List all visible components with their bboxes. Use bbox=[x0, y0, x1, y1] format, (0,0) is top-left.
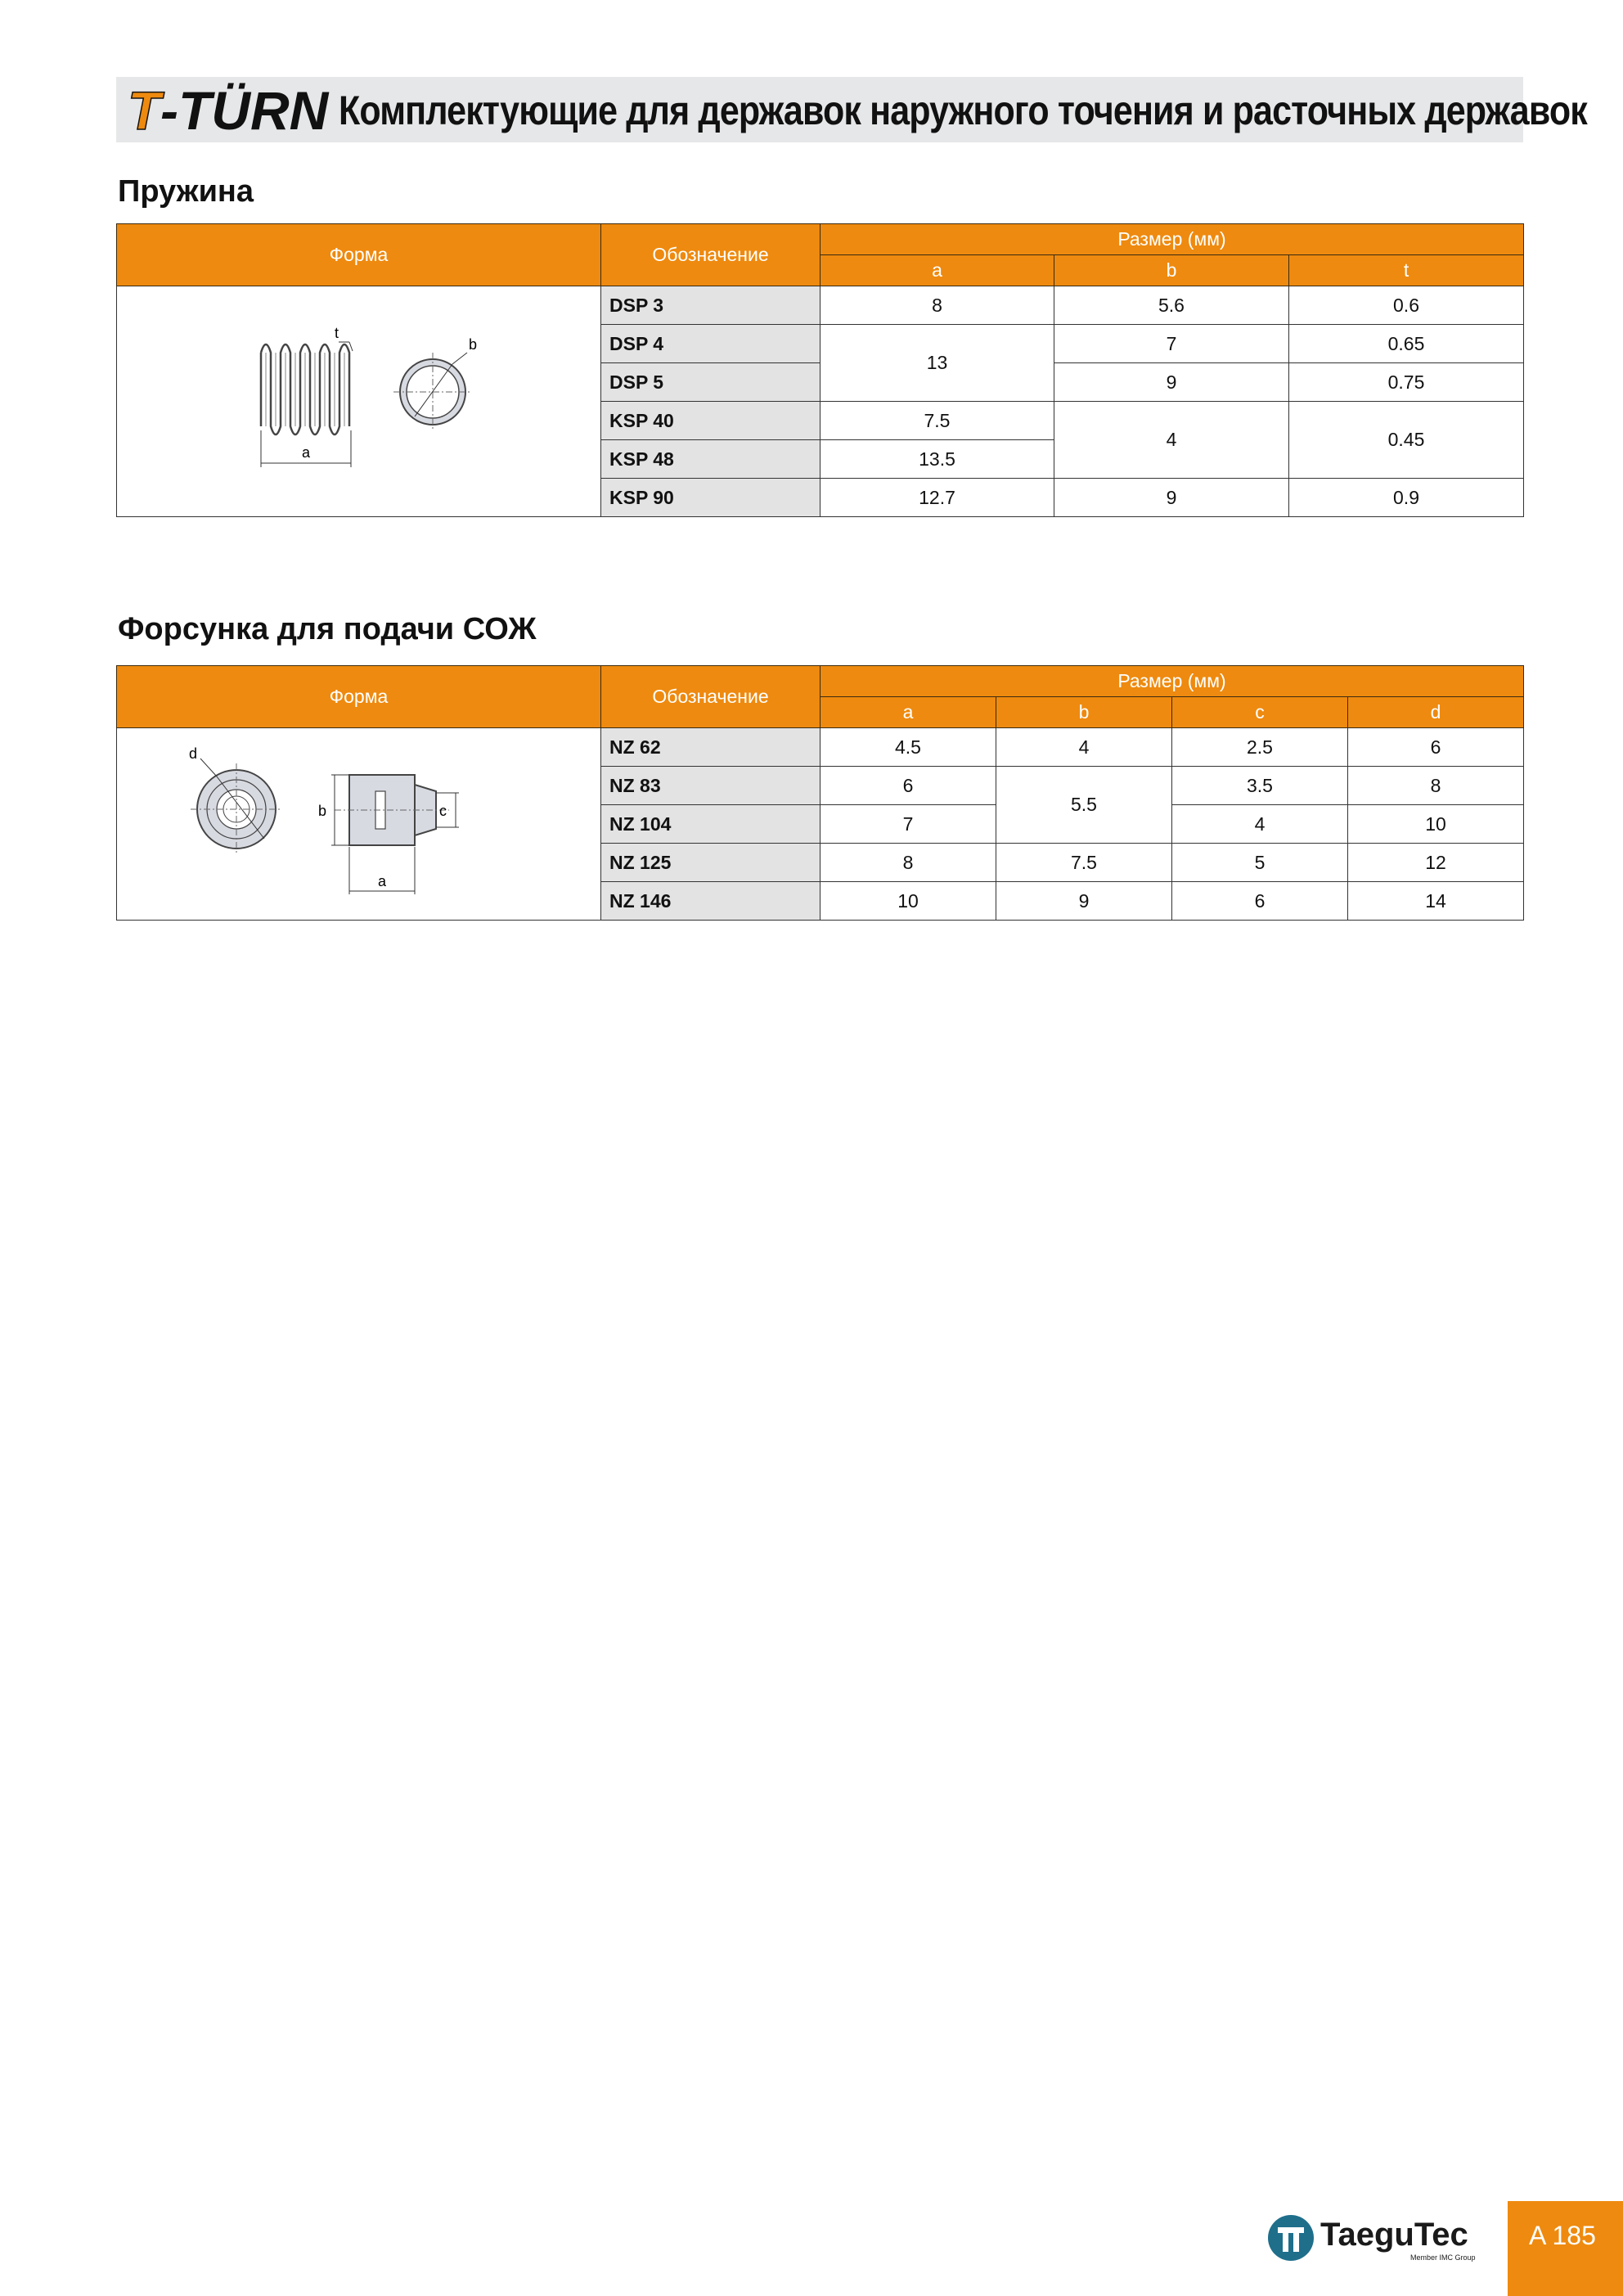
code-cell: DSP 4 bbox=[601, 325, 820, 363]
code-cell: NZ 125 bbox=[601, 844, 820, 882]
value-cell: 12 bbox=[1348, 844, 1524, 882]
value-cell: 8 bbox=[1348, 767, 1524, 805]
value-cell: 0.9 bbox=[1289, 479, 1524, 517]
value-cell: 4.5 bbox=[820, 728, 996, 767]
dim-label-c: c bbox=[438, 803, 447, 819]
value-cell: 12.7 bbox=[820, 479, 1054, 517]
taegutec-logo bbox=[1266, 2209, 1479, 2267]
value-cell: 9 bbox=[1054, 363, 1289, 402]
page-number-tab bbox=[1508, 2201, 1623, 2296]
header-size: Размер (мм) bbox=[820, 666, 1524, 697]
value-cell: 7 bbox=[820, 805, 996, 844]
value-cell: 6 bbox=[820, 767, 996, 805]
value-cell: 3.5 bbox=[1172, 767, 1348, 805]
brand-name: TaeguTec bbox=[1320, 2217, 1468, 2253]
value-cell: 2.5 bbox=[1172, 728, 1348, 767]
header-shape: Форма bbox=[117, 224, 601, 286]
nozzle-diagram-cell bbox=[117, 728, 601, 921]
dim-label-a: a bbox=[377, 873, 386, 889]
page-title: Комплектующие для державок наружного точения и расточных державок bbox=[339, 88, 1587, 133]
value-cell: 0.45 bbox=[1289, 402, 1524, 479]
value-cell: 8 bbox=[820, 844, 996, 882]
svg-text:T: T bbox=[128, 82, 161, 139]
value-cell: 10 bbox=[1348, 805, 1524, 844]
header-t: t bbox=[1289, 255, 1524, 286]
value-cell: 13 bbox=[820, 325, 1054, 402]
code-cell: DSP 3 bbox=[601, 286, 820, 325]
value-cell: 14 bbox=[1348, 882, 1524, 921]
spring-section-title: Пружина bbox=[118, 174, 254, 209]
value-cell: 7 bbox=[1054, 325, 1289, 363]
value-cell: 10 bbox=[820, 882, 996, 921]
header-c: c bbox=[1172, 697, 1348, 728]
header-code: Обозначение bbox=[601, 666, 820, 728]
code-cell: NZ 62 bbox=[601, 728, 820, 767]
header-size: Размер (мм) bbox=[820, 224, 1524, 255]
value-cell: 5.6 bbox=[1054, 286, 1289, 325]
header-banner bbox=[116, 77, 1587, 142]
value-cell: 6 bbox=[1348, 728, 1524, 767]
value-cell: 13.5 bbox=[820, 440, 1054, 479]
spring-table bbox=[116, 223, 1524, 517]
header-b: b bbox=[996, 697, 1172, 728]
page-number: A 185 bbox=[1529, 2221, 1596, 2250]
spring-diagram-cell bbox=[117, 286, 601, 517]
value-cell: 9 bbox=[1054, 479, 1289, 517]
code-cell: NZ 146 bbox=[601, 882, 820, 921]
dim-label-b: b bbox=[317, 803, 326, 819]
header-shape: Форма bbox=[117, 666, 601, 728]
table-row bbox=[117, 286, 1524, 325]
code-cell: NZ 104 bbox=[601, 805, 820, 844]
header-code: Обозначение bbox=[601, 224, 820, 286]
value-cell: 7.5 bbox=[820, 402, 1054, 440]
value-cell: 8 bbox=[820, 286, 1054, 325]
code-cell: DSP 5 bbox=[601, 363, 820, 402]
value-cell: 7.5 bbox=[996, 844, 1172, 882]
code-cell: KSP 48 bbox=[601, 440, 820, 479]
value-cell: 4 bbox=[1054, 402, 1289, 479]
dim-label-b: b bbox=[468, 335, 477, 353]
value-cell: 5 bbox=[1172, 844, 1348, 882]
header-a: a bbox=[820, 255, 1054, 286]
header-a: a bbox=[820, 697, 996, 728]
value-cell: 0.65 bbox=[1289, 325, 1524, 363]
value-cell: 0.75 bbox=[1289, 363, 1524, 402]
dim-label-t: t bbox=[334, 324, 339, 341]
value-cell: 6 bbox=[1172, 882, 1348, 921]
header-d: d bbox=[1348, 697, 1524, 728]
table-row bbox=[117, 728, 1524, 767]
nozzle-diagram bbox=[171, 734, 547, 914]
value-cell: 4 bbox=[996, 728, 1172, 767]
code-cell: KSP 90 bbox=[601, 479, 820, 517]
nozzle-table bbox=[116, 665, 1524, 921]
t-turn-logo bbox=[124, 82, 370, 139]
nozzle-section-title: Форсунка для подачи СОЖ bbox=[118, 612, 537, 646]
value-cell: 9 bbox=[996, 882, 1172, 921]
spring-diagram bbox=[228, 320, 490, 484]
dim-label-d: d bbox=[188, 745, 197, 762]
code-cell: KSP 40 bbox=[601, 402, 820, 440]
dim-label-a: a bbox=[301, 443, 310, 461]
code-cell: NZ 83 bbox=[601, 767, 820, 805]
header-b: b bbox=[1054, 255, 1289, 286]
value-cell: 4 bbox=[1172, 805, 1348, 844]
value-cell: 0.6 bbox=[1289, 286, 1524, 325]
value-cell: 5.5 bbox=[996, 767, 1172, 844]
svg-text:-TÜRN: -TÜRN bbox=[160, 82, 329, 139]
brand-sub: Member IMC Group bbox=[1410, 2253, 1476, 2262]
